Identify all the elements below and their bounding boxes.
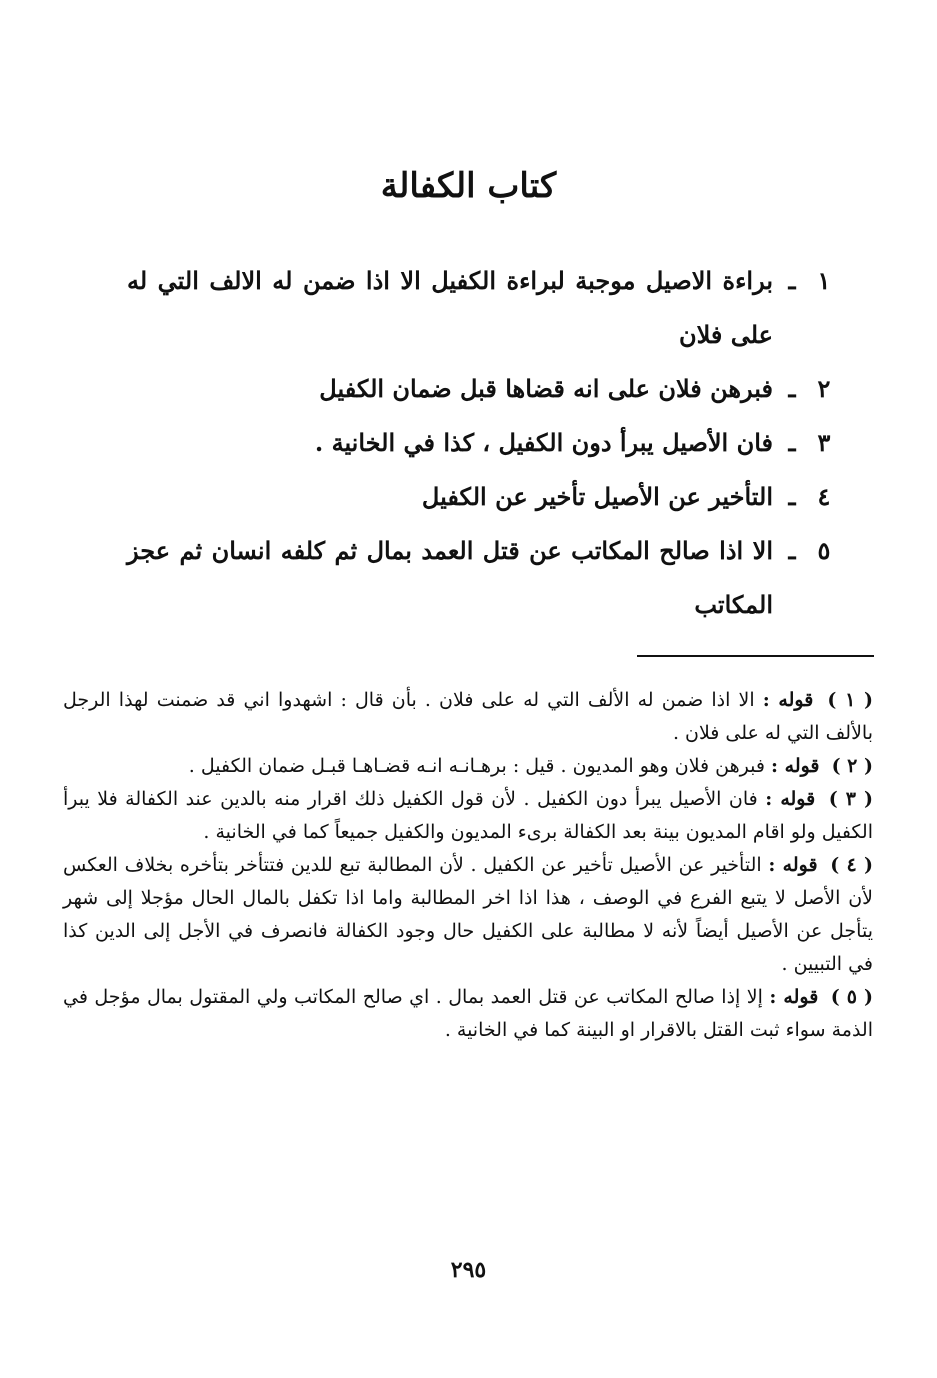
main-item bbox=[127, 524, 837, 632]
footnote-text: فان الأصيل يبرأ دون الكفيل . لأن قول الكفيل ذلك اقرار منه بالدين عند الكفالة فلا يبرأ الكفيل ولو اقام المديون بينة بعد الكفالة برىء المديون والكفيل جميعاً كما في الخانية . bbox=[63, 788, 873, 843]
footnote-qawl: قوله : bbox=[762, 689, 814, 711]
footnote-number: ( ٢ ) bbox=[831, 755, 873, 777]
footnote-number: ( ٤ ) bbox=[830, 854, 873, 876]
footnotes bbox=[63, 684, 873, 1047]
footnote-qawl: قوله : bbox=[765, 788, 816, 810]
footnote-qawl: قوله : bbox=[769, 986, 819, 1008]
footnote-number: ( ١ ) bbox=[827, 689, 873, 711]
footnote-text: التأخير عن الأصيل تأخير عن الكفيل . لأن المطالبة تبع للدين فتتأخر بتأخره بخلاف العكس لأن الأصل لا يتبع الفرع في الوصف ، هذا اذا اخر المطالبة واما اذا تكفل بالمال الحال مؤجلا إلى شهر يتأجل عن الأصيل أيضاً لأنه لا مطالبة على الكفيل حال وجود الكفالة فانصرف في الأجل إلى الدين كذا في التبيين . bbox=[63, 854, 873, 975]
footnote-text: الا اذا ضمن له الألف التي له على فلان . بأن قال : اشهدوا اني قد ضمنت لهذا الرجل بالألف التي له على فلان . bbox=[63, 689, 873, 744]
footnote bbox=[63, 684, 873, 750]
main-item-dash: ـ bbox=[788, 482, 796, 511]
footnote bbox=[63, 750, 873, 783]
chapter-title: كتاب الكفالة bbox=[380, 166, 557, 206]
footnote-text: إلا إذا صالح المكاتب عن قتل العمد بمال . اي صالح المكاتب ولي المقتول بمال مؤجل في الذمة سواء ثبت القتل بالاقرار او البينة كما في الخانية . bbox=[63, 986, 873, 1041]
main-item bbox=[127, 254, 837, 362]
footnote-qawl: قوله : bbox=[771, 755, 820, 777]
main-item-dash: ـ bbox=[788, 374, 796, 403]
footnote-separator bbox=[637, 655, 874, 657]
main-item-text: فان الأصيل يبرأ دون الكفيل ، كذا في الخانية . bbox=[314, 428, 773, 457]
main-item bbox=[127, 416, 837, 470]
main-item-number: ٤ bbox=[817, 482, 831, 511]
main-item-text: فبرهن فلان على انه قضاها قبل ضمان الكفيل bbox=[319, 374, 773, 403]
footnote-text: فبرهن فلان وهو المديون . قيل : برهـانـه انـه قضـاهـا قبـل ضمان الكفيل . bbox=[188, 755, 765, 777]
main-item-text: براءة الاصيل موجبة لبراءة الكفيل الا اذا ضمن له الالف التي له على فلان bbox=[127, 266, 773, 349]
main-item-text: الا اذا صالح المكاتب عن قتل العمد بمال ثم كلفه انسان ثم عجز المكاتب bbox=[127, 536, 773, 619]
footnote bbox=[63, 783, 873, 849]
main-item bbox=[127, 470, 837, 524]
main-item-number: ٥ bbox=[817, 536, 831, 565]
footnote-number: ( ٣ ) bbox=[828, 788, 873, 810]
main-item-number: ٣ bbox=[817, 428, 831, 457]
main-item-dash: ـ bbox=[788, 428, 796, 457]
page-number: ٢٩٥ bbox=[450, 1257, 487, 1283]
main-item-dash: ـ bbox=[788, 266, 796, 295]
main-item-dash: ـ bbox=[788, 536, 796, 565]
main-item-number: ٢ bbox=[817, 374, 831, 403]
main-item-number: ١ bbox=[817, 266, 831, 295]
main-item bbox=[127, 362, 837, 416]
footnote bbox=[63, 981, 873, 1047]
footnote-number: ( ٥ ) bbox=[830, 986, 874, 1008]
main-text-list bbox=[127, 254, 837, 632]
main-item-text: التأخير عن الأصيل تأخير عن الكفيل bbox=[421, 482, 773, 511]
footnote-qawl: قوله : bbox=[768, 854, 818, 876]
footnote bbox=[63, 849, 873, 981]
